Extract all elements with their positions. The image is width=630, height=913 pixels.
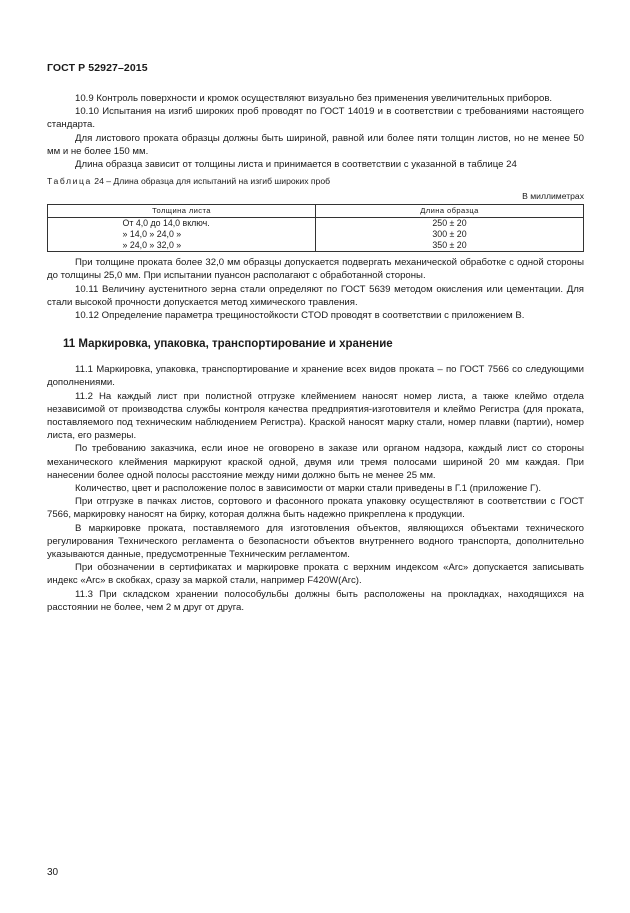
paragraph-11-2: 11.2 На каждый лист при полистной отгрузке клеймением наносят номер листа, а также клеймо отдела независимой от производства службы контроля качества предприятия-изготовителя и клеймо Регистра (для проката, поставляемого под техническим наблюдением Регистра). Краской наносят марку стали, номер плавки (партии), номер листа, его размеры. xyxy=(47,390,584,442)
cell-length: 350 ± 20 xyxy=(316,240,584,252)
paragraph-packing: При отгрузке в пачках листов, сортового и фасонного проката упаковку осуществляют в соответствии с ГОСТ 7566, маркировку наносят на бирку, которая должна быть надежно прикреплена к продукции. xyxy=(47,496,584,521)
paragraph-thickness-over-32: При толщине проката более 32,0 мм образцы допускается подвергать механической обработке с одной стороны до толщины 25,0 мм. При испытании пуансон располагают с обработанной стороны. xyxy=(47,257,584,282)
table-caption-label: Таблица xyxy=(47,176,92,187)
paragraph-11-3: 11.3 При складском хранении полособульбы должны быть расположены на прокладках, находящихся на расстоянии не более, чем 2 м друг от друга. xyxy=(47,588,584,613)
table-caption-text: – Длина образца для испытаний на изгиб широких проб xyxy=(106,176,331,187)
paragraph-stripe-colors: Количество, цвет и расположение полос в зависимости от марки стали приведены в Г.1 (приложение Г). xyxy=(75,483,542,495)
cell-length: 250 ± 20 xyxy=(316,218,584,230)
table-row xyxy=(48,240,584,252)
paragraph-10-11: 10.11 Величину аустенитного зерна стали определяют по ГОСТ 5639 методом окисления или цементации. Для стали высокой прочности допускается метод химического травления. xyxy=(47,283,584,308)
thickness-value: От 4,0 до 14,0 включ. xyxy=(122,218,210,229)
cell-thickness xyxy=(48,218,316,230)
cell-thickness xyxy=(48,240,316,252)
section-11-title: 11 Маркировка, упаковка, транспортирование и хранение xyxy=(63,338,393,351)
paragraph-arc-index: При обозначении в сертификатах и маркировке проката с верхним индексом «Arc» допускается записывать индекс «Arc» в скобках, сразу за маркой стали, например F420W(Arc). xyxy=(47,562,584,587)
table-units: В миллиметрах xyxy=(522,191,584,202)
table-row xyxy=(48,229,584,240)
cell-thickness xyxy=(48,229,316,240)
thickness-value: » 14,0 » 24,0 » xyxy=(122,229,182,240)
paragraph-stripes: По требованию заказчика, если иное не оговорено в заказе или органом надзора, каждый лист со стороны механического клеймения маркируют краской одной, двумя или тремя полосами шириной 20 мм каждая. При нанесении более одной полосы расстояние между ними должно быть не менее 25 мм. xyxy=(47,443,584,481)
table-row xyxy=(48,218,584,230)
column-header-thickness: Толщина листа xyxy=(48,205,316,218)
cell-length: 300 ± 20 xyxy=(316,229,584,240)
standard-header: ГОСТ Р 52927–2015 xyxy=(47,62,148,74)
table-caption xyxy=(47,176,584,187)
paragraph-10-9: 10.9 Контроль поверхности и кромок осуществляют визуально без применения увеличительных приборов. xyxy=(75,93,553,104)
table-header-row xyxy=(48,205,584,218)
paragraph-10-10: 10.10 Испытания на изгиб широких проб проводят по ГОСТ 14019 и в соответствии с требованиями настоящего стандарта. xyxy=(47,106,584,131)
paragraph-sample-width: Для листового проката образцы должны быть шириной, равной или более пяти толщин листов, но не менее 50 мм и не более 150 мм. xyxy=(47,132,584,157)
table-caption-number: 24 xyxy=(94,176,104,187)
paragraph-tech-regulation: В маркировке проката, поставляемого для изготовления объектов, являющихся объектами технического регулирования Технического регламента о безопасности объектов внутреннего водного транспорта, дополнительно указываются данные, предусмотренные Техническим регламентом. xyxy=(47,522,584,561)
paragraph-sample-length: Длина образца зависит от толщины листа и принимается в соответствии с указанной в таблице 24 xyxy=(75,159,517,171)
column-header-length: Длина образца xyxy=(316,205,584,218)
paragraph-11-1: 11.1 Маркировка, упаковка, транспортирование и хранение всех видов проката – по ГОСТ 7566 со следующими дополнениями. xyxy=(47,364,584,389)
thickness-value: » 24,0 » 32,0 » xyxy=(122,240,182,251)
document-body xyxy=(47,92,584,614)
document-page xyxy=(47,0,584,913)
page-number: 30 xyxy=(47,867,59,878)
sample-length-table xyxy=(47,204,584,252)
paragraph-10-12: 10.12 Определение параметра трещиностойкости CTOD проводят в соответствии с приложением В. xyxy=(75,310,525,322)
